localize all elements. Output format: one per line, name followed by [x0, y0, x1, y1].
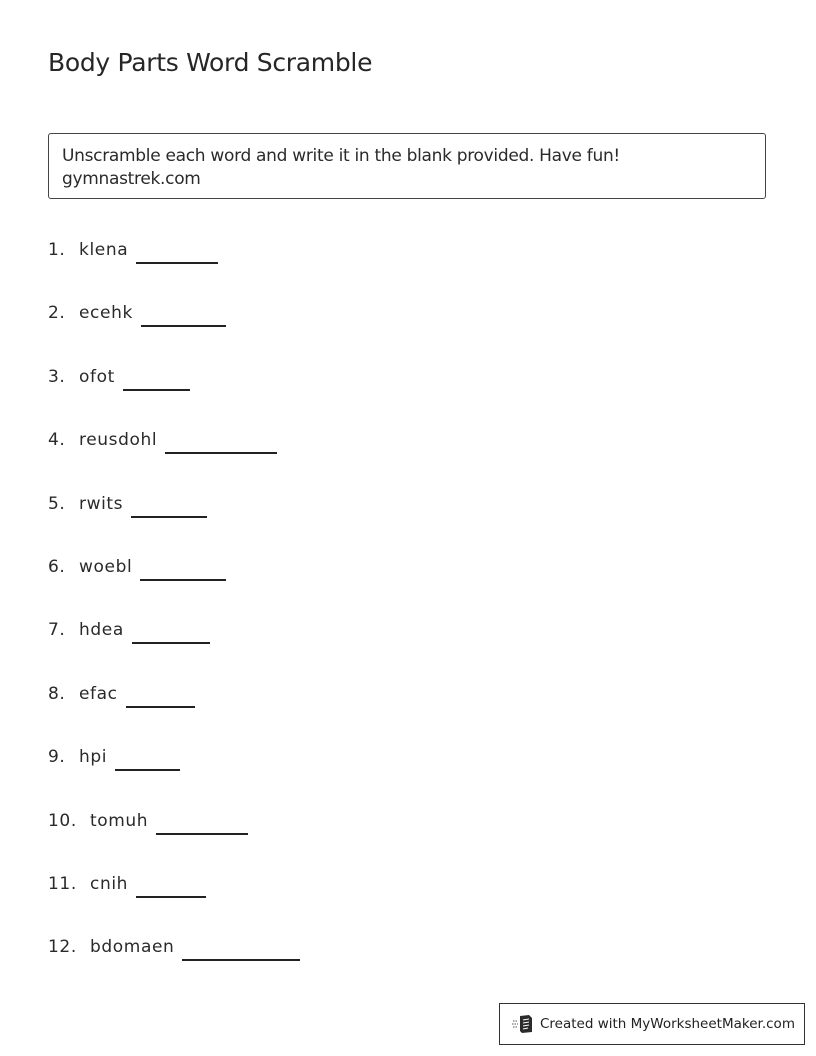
- scramble-list: [48, 236, 300, 997]
- scramble-item: [48, 363, 300, 426]
- scramble-item: [48, 299, 300, 362]
- scramble-item: [48, 553, 300, 616]
- scrambled-word: klena: [79, 240, 129, 260]
- item-number: 7.: [48, 620, 66, 641]
- answer-blank[interactable]: [131, 516, 207, 518]
- scrambled-word: tomuh: [90, 810, 149, 831]
- answer-blank[interactable]: [141, 325, 226, 327]
- scrambled-word: cnih: [90, 873, 129, 894]
- scramble-item: [48, 426, 300, 489]
- scrambled-word: ofot: [79, 366, 115, 387]
- scrambled-word: hdea: [79, 620, 124, 641]
- scramble-item: [48, 870, 300, 933]
- source-text: gymnastrek.com: [62, 169, 201, 189]
- scrambled-word: hpi: [79, 747, 108, 768]
- scrambled-word: ecehk: [79, 303, 133, 324]
- answer-blank[interactable]: [132, 642, 210, 644]
- instructions-text: Unscramble each word and write it in the blank provided. Have fun!: [62, 146, 620, 166]
- scrambled-word: woebl: [79, 556, 133, 577]
- item-number: 1.: [48, 240, 66, 260]
- scramble-item: [48, 236, 300, 299]
- item-number: 12.: [48, 937, 77, 958]
- scrambled-word: efac: [79, 683, 118, 704]
- item-number: 10.: [48, 810, 77, 831]
- item-number: 5.: [48, 493, 66, 514]
- item-number: 9.: [48, 747, 66, 768]
- answer-blank[interactable]: [136, 896, 206, 898]
- item-number: 8.: [48, 683, 66, 704]
- scrambled-word: bdomaen: [90, 937, 175, 958]
- scrambled-word: reusdohl: [79, 430, 158, 451]
- scramble-item: [48, 680, 300, 743]
- answer-blank[interactable]: [165, 452, 277, 454]
- answer-blank[interactable]: [140, 579, 226, 581]
- item-number: 4.: [48, 430, 66, 451]
- scramble-item: [48, 743, 300, 806]
- scramble-item: [48, 490, 300, 553]
- item-number: 3.: [48, 366, 66, 387]
- answer-blank[interactable]: [182, 959, 300, 961]
- answer-blank[interactable]: [136, 262, 218, 264]
- answer-blank[interactable]: [115, 769, 180, 771]
- instructions-box: [48, 133, 766, 199]
- scramble-item: [48, 616, 300, 679]
- item-number: 11.: [48, 873, 77, 894]
- scrambled-word: rwits: [79, 493, 124, 514]
- worksheet-maker-logo-icon: [512, 1013, 534, 1035]
- footer-text: Created with MyWorksheetMaker.com: [540, 1016, 795, 1032]
- page-title: Body Parts Word Scramble: [48, 48, 373, 77]
- item-number: 6.: [48, 556, 66, 577]
- answer-blank[interactable]: [156, 833, 248, 835]
- scramble-item: [48, 807, 300, 870]
- scramble-item: [48, 933, 300, 996]
- footer-badge[interactable]: [499, 1003, 805, 1045]
- answer-blank[interactable]: [126, 706, 195, 708]
- answer-blank[interactable]: [123, 389, 190, 391]
- item-number: 2.: [48, 303, 66, 324]
